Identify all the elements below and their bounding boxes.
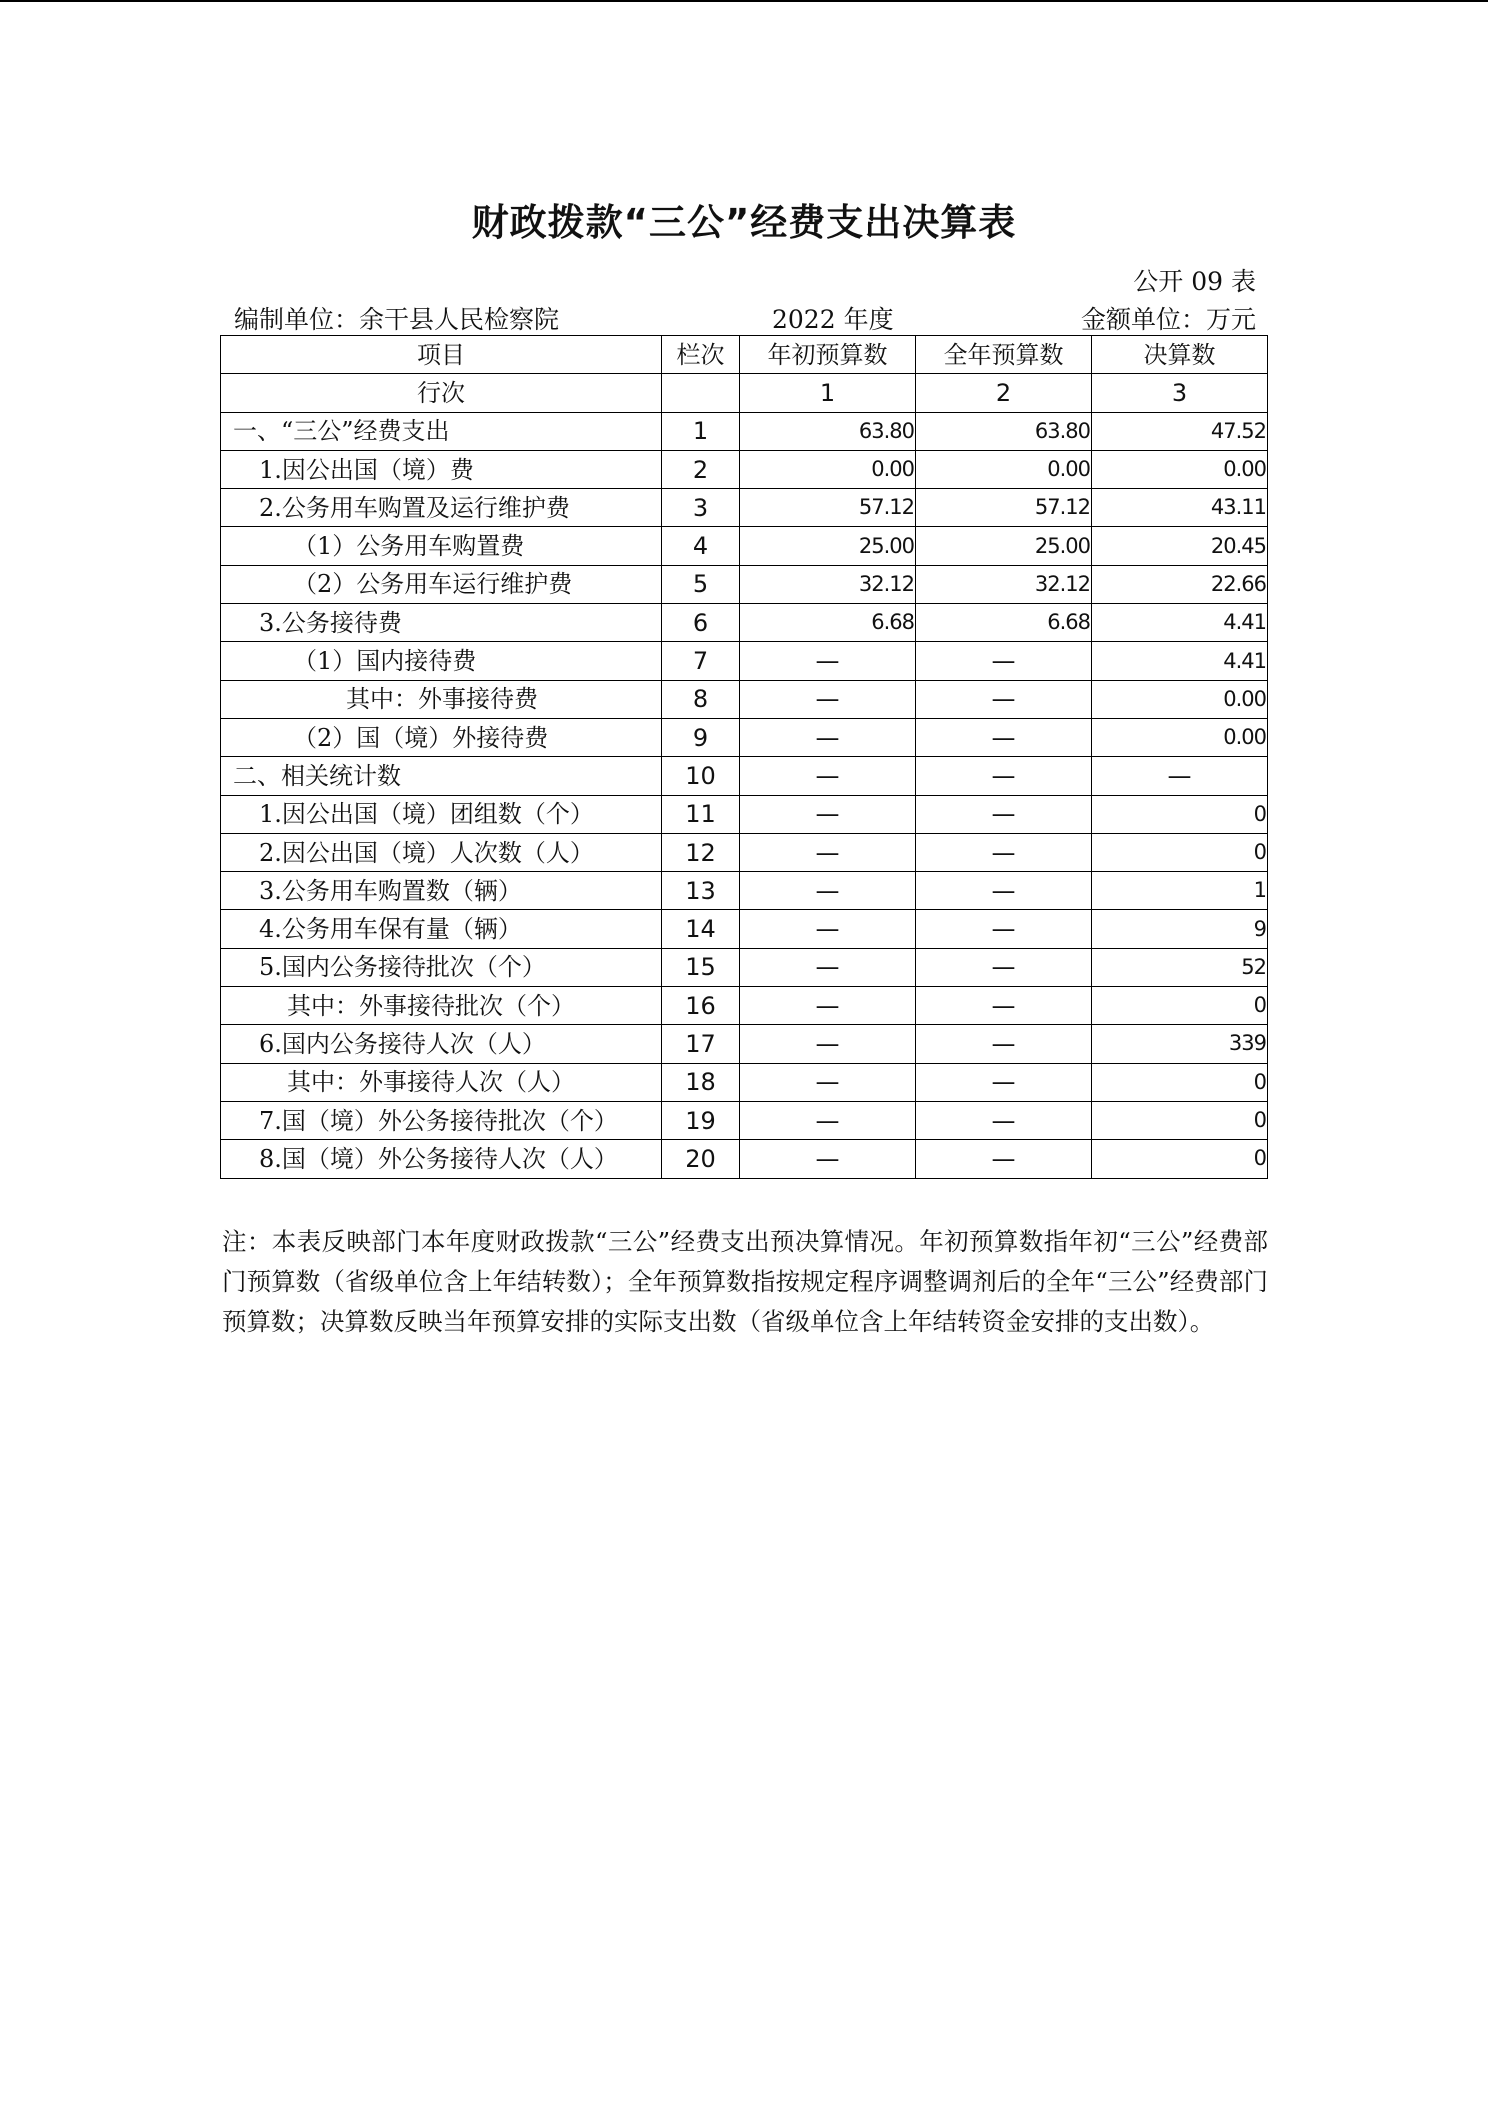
row-line-number: 3	[662, 489, 740, 527]
row-final-account: 0	[1092, 1063, 1268, 1101]
row-initial-budget: —	[740, 872, 916, 910]
row-full-year-budget: 57.12	[916, 489, 1092, 527]
row-final-account: —	[1092, 757, 1268, 795]
row-line-number: 17	[662, 1025, 740, 1063]
row-item-label: 5.国内公务接待批次（个）	[221, 948, 662, 986]
page-title: 财政拨款“三公”经费支出决算表	[471, 201, 1017, 244]
row-line-number: 15	[662, 948, 740, 986]
row-line-number: 7	[662, 642, 740, 680]
row-initial-budget: —	[740, 987, 916, 1025]
table-row	[221, 795, 1268, 833]
row-item-label: （1）公务用车购置费	[221, 527, 662, 565]
row-initial-budget: 25.00	[740, 527, 916, 565]
row-item-label: 6.国内公务接待人次（人）	[221, 1025, 662, 1063]
row-final-account: 4.41	[1092, 604, 1268, 642]
row-full-year-budget: —	[916, 910, 1092, 948]
row-line-number: 11	[662, 795, 740, 833]
row-initial-budget: —	[740, 757, 916, 795]
row-item-label: 二、相关统计数	[221, 757, 662, 795]
index-col-3: 3	[1092, 374, 1268, 412]
row-full-year-budget: 32.12	[916, 565, 1092, 603]
row-initial-budget: —	[740, 795, 916, 833]
table-header-row	[221, 336, 1268, 374]
row-initial-budget: —	[740, 1025, 916, 1063]
table-row	[221, 1063, 1268, 1101]
row-final-account: 0	[1092, 1140, 1268, 1178]
table-row	[221, 489, 1268, 527]
row-line-number: 4	[662, 527, 740, 565]
row-item-label: 其中：外事接待批次（个）	[221, 987, 662, 1025]
row-item-label: 2.因公出国（境）人次数（人）	[221, 833, 662, 871]
row-initial-budget: 0.00	[740, 450, 916, 488]
fiscal-year: 2022 年度	[772, 305, 894, 334]
row-full-year-budget: —	[916, 1025, 1092, 1063]
row-initial-budget: —	[740, 910, 916, 948]
row-initial-budget: —	[740, 833, 916, 871]
header-item: 项目	[221, 336, 662, 374]
row-line-number: 9	[662, 718, 740, 756]
row-item-label: 3.公务接待费	[221, 604, 662, 642]
compiling-unit: 编制单位：余干县人民检察院	[234, 305, 560, 334]
row-final-account: 22.66	[1092, 565, 1268, 603]
table-row	[221, 987, 1268, 1025]
row-line-number: 6	[662, 604, 740, 642]
table-note: 注：本表反映部门本年度财政拨款“三公”经费支出预决算情况。年初预算数指年初“三公”经费部门预算数（省级单位含上年结转数）；全年预算数指按规定程序调整调剂后的全年“三公”经费部门预算数；决算数反映当年预算安排的实际支出数（省级单位含上年结转资金安排的支出数）。	[222, 1227, 1268, 1336]
header-final-account: 决算数	[1092, 336, 1268, 374]
row-final-account: 52	[1092, 948, 1268, 986]
row-item-label: 其中：外事接待人次（人）	[221, 1063, 662, 1101]
row-initial-budget: —	[740, 1063, 916, 1101]
row-item-label: （2）公务用车运行维护费	[221, 565, 662, 603]
form-number: 公开 09 表	[1133, 267, 1256, 296]
row-line-number: 13	[662, 872, 740, 910]
row-initial-budget: —	[740, 642, 916, 680]
row-full-year-budget: —	[916, 757, 1092, 795]
row-item-label: （2）国（境）外接待费	[221, 718, 662, 756]
row-full-year-budget: —	[916, 795, 1092, 833]
row-item-label: （1）国内接待费	[221, 642, 662, 680]
row-line-number: 2	[662, 450, 740, 488]
page-top-border	[0, 0, 1488, 2]
row-item-label: 7.国（境）外公务接待批次（个）	[221, 1101, 662, 1139]
row-item-label: 8.国（境）外公务接待人次（人）	[221, 1140, 662, 1178]
table-row	[221, 718, 1268, 756]
table-row	[221, 450, 1268, 488]
row-final-account: 0.00	[1092, 680, 1268, 718]
row-line-number: 10	[662, 757, 740, 795]
row-initial-budget: —	[740, 948, 916, 986]
row-initial-budget: 57.12	[740, 489, 916, 527]
row-item-label: 3.公务用车购置数（辆）	[221, 872, 662, 910]
row-full-year-budget: 63.80	[916, 412, 1092, 450]
row-final-account: 9	[1092, 910, 1268, 948]
row-initial-budget: —	[740, 680, 916, 718]
row-final-account: 0	[1092, 1101, 1268, 1139]
header-initial-budget: 年初预算数	[740, 336, 916, 374]
row-final-account: 1	[1092, 872, 1268, 910]
table-row	[221, 527, 1268, 565]
expense-table	[220, 335, 1268, 1179]
header-full-year-budget: 全年预算数	[916, 336, 1092, 374]
table-row	[221, 872, 1268, 910]
row-initial-budget: 32.12	[740, 565, 916, 603]
row-line-number: 12	[662, 833, 740, 871]
row-final-account: 0.00	[1092, 718, 1268, 756]
header-column-no: 栏次	[662, 336, 740, 374]
row-full-year-budget: —	[916, 718, 1092, 756]
row-full-year-budget: 6.68	[916, 604, 1092, 642]
table-row	[221, 948, 1268, 986]
row-item-label: 一、“三公”经费支出	[221, 412, 662, 450]
row-full-year-budget: 25.00	[916, 527, 1092, 565]
row-final-account: 339	[1092, 1025, 1268, 1063]
row-line-number: 18	[662, 1063, 740, 1101]
row-full-year-budget: —	[916, 680, 1092, 718]
row-item-label: 4.公务用车保有量（辆）	[221, 910, 662, 948]
table-row	[221, 1025, 1268, 1063]
row-line-number: 14	[662, 910, 740, 948]
row-item-label: 1.因公出国（境）团组数（个）	[221, 795, 662, 833]
table-row	[221, 565, 1268, 603]
index-row-blank	[662, 374, 740, 412]
row-final-account: 0.00	[1092, 450, 1268, 488]
index-row-label: 行次	[221, 374, 662, 412]
row-initial-budget: —	[740, 718, 916, 756]
row-initial-budget: —	[740, 1140, 916, 1178]
row-line-number: 1	[662, 412, 740, 450]
row-full-year-budget: —	[916, 1063, 1092, 1101]
row-final-account: 0	[1092, 833, 1268, 871]
index-col-1: 1	[740, 374, 916, 412]
row-item-label: 1.因公出国（境）费	[221, 450, 662, 488]
row-full-year-budget: —	[916, 833, 1092, 871]
row-line-number: 16	[662, 987, 740, 1025]
table-row	[221, 757, 1268, 795]
row-final-account: 43.11	[1092, 489, 1268, 527]
index-col-2: 2	[916, 374, 1092, 412]
row-line-number: 20	[662, 1140, 740, 1178]
row-item-label: 其中：外事接待费	[221, 680, 662, 718]
table-row	[221, 910, 1268, 948]
row-initial-budget: —	[740, 1101, 916, 1139]
row-full-year-budget: —	[916, 1140, 1092, 1178]
row-item-label: 2.公务用车购置及运行维护费	[221, 489, 662, 527]
table-row	[221, 833, 1268, 871]
row-final-account: 47.52	[1092, 412, 1268, 450]
row-line-number: 8	[662, 680, 740, 718]
row-full-year-budget: —	[916, 948, 1092, 986]
table-row	[221, 604, 1268, 642]
table-row	[221, 412, 1268, 450]
row-initial-budget: 6.68	[740, 604, 916, 642]
table-index-row	[221, 374, 1268, 412]
currency-unit: 金额单位：万元	[1080, 305, 1256, 334]
row-final-account: 20.45	[1092, 527, 1268, 565]
row-final-account: 0	[1092, 987, 1268, 1025]
table-row	[221, 680, 1268, 718]
row-full-year-budget: —	[916, 642, 1092, 680]
row-full-year-budget: —	[916, 987, 1092, 1025]
row-final-account: 4.41	[1092, 642, 1268, 680]
row-full-year-budget: —	[916, 872, 1092, 910]
table-row	[221, 1101, 1268, 1139]
row-line-number: 5	[662, 565, 740, 603]
row-line-number: 19	[662, 1101, 740, 1139]
table-row	[221, 1140, 1268, 1178]
row-full-year-budget: 0.00	[916, 450, 1092, 488]
row-final-account: 0	[1092, 795, 1268, 833]
table-row	[221, 642, 1268, 680]
row-full-year-budget: —	[916, 1101, 1092, 1139]
row-initial-budget: 63.80	[740, 412, 916, 450]
